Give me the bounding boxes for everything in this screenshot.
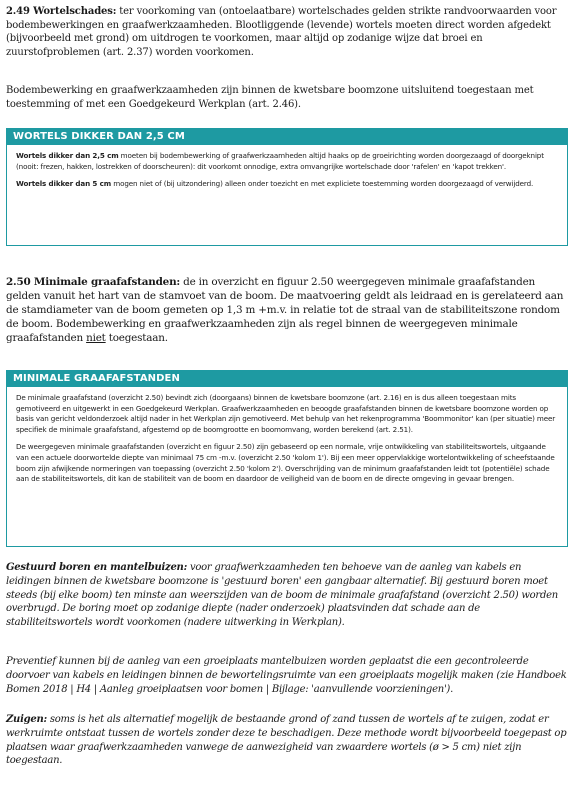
article-2-49 (6, 5, 568, 59)
mantelbuizen-paragraph: Preventief kunnen bij de aanleg van een groeiplaats mantelbuizen worden geplaatst die een gecontroleerde doorvoer van kabels en leidingen binnen de bewortelingsruimte van een groeiplaats mogelijk maken (zie Handboek Bomen 2018 | H4 | Aanleg groeiplaatsen voor bomen | Bijlage: 'aanvullende voorzieningen'). (6, 656, 567, 695)
box-title-wortels: WORTELS DIKKER DAN 2,5 CM (6, 128, 568, 145)
article-2-49-label: 2.49 Wortelschades: (6, 6, 117, 17)
box-wortels-paragraph-1: Wortels dikker dan 2,5 cm moeten bij bodembewerking of graafwerkzaamheden altijd haaks op de groeirichting worden doorgezaagd of doorgeknipt (nooit: frezen, hakken, lostrekken of doorscheuren): dit voorkomt onnodige, extra omvangrijke wortelschade door 'rafelen' en 'kapot trekken'. (16, 151, 544, 171)
box-graafafstanden-paragraph-1: De minimale graafafstand (overzicht 2.50) bevindt zich (doorgaans) binnen de kwetsbare boomzone (art. 2.16) en is dus alleen toegestaan mits gemotiveerd en uitgewerkt in een Goedgekeurd Werkplan. Graafwerkzaamheden en beoogde graafafstanden binnen de kwetsbare boomzone worden op basis van gericht veldonderzoek altijd nader in het Werkplan zijn gemotiveerd. Met behulp van het rekenprogramma 'Boommonitor' kan (per situatie) meer specifiek de minimale graafafstand, afgestemd op de boomgrootte en boomomvang, worden berekend (art. 2.51). (16, 393, 556, 434)
article-2-50: 2.50 Minimale graafafstanden: de in overzicht en figuur 2.50 weergegeven minimale graafafstanden gelden vanuit het hart van de stamvoet van de boom. De maatvoering geldt als leidraad en is gerelateerd aan de stamdiameter van de boom gemeten op 1,3 m +m.v. in relatie tot de straal van de stabiliteitszone rondom de boom. Bodembewerking en graafwerkzaamheden zijn als regel binnen de weergegeven minimale graafafstanden niet toegestaan. (6, 276, 564, 344)
gestuurd-boren-paragraph: Gestuurd boren en mantelbuizen: voor graafwerkzaamheden ten behoeve van de aanleg van kabels en leidingen binnen de kwetsbare boomzone is 'gestuurd boren' een gangbaar alternatief. Bij gestuurd boren moet steeds (bij elke boom) ten minste aan weerszijden van de boom de minimale graafafstand (overzicht 2.50) worden overbrugd. De boring moet op zodanige diepte (nader onderzoek) plaatsvinden dat schade aan de stabiliteitswortels wordt voorkomen (nadere uitwerking in Werkplan). (6, 562, 558, 629)
box-wortels-paragraph-2: Wortels dikker dan 5 cm mogen niet of (bij uitzondering) alleen onder toezicht en met expliciete toestemming worden doorgezaagd of verwijderd. (16, 179, 534, 189)
box-graafafstanden (6, 387, 568, 547)
article-2-49-permission: Bodembewerking en graafwerkzaamheden zijn binnen de kwetsbare boomzone uitsluitend toegestaan met toestemming of met een Goedgekeurd Werkplan (art. 2.46). (6, 85, 534, 110)
box-graafafstanden-paragraph-2: De weergegeven minimale graafafstanden (overzicht en figuur 2.50) zijn gebaseerd op een normale, vrije ontwikkeling van stabiliteitswortels, uitgaande van een actuele doorwortelde diepte van minimaal 75 cm -m.v. (overzicht 2.50 'kolom 1'). Bij een meer oppervlakkige wortelontwikkeling of scheefstaande boom zijn afwijkende normeringen van toepassing (overzicht 2.50 'kolom 2'). Overschrijding van de minimum graafafstanden leidt tot (potentiële) schade aan de stabiliteitswortels, dit kan de stabiliteit van de boom en daardoor de veiligheid van de boom en de directe omgeving in gevaar brengen. (16, 442, 555, 484)
box-title-graafafstanden: MINIMALE GRAAFAFSTANDEN (6, 370, 568, 387)
article-2-50-label: 2.50 Minimale graafafstanden: (6, 276, 181, 288)
zuigen-paragraph: Zuigen: soms is het als alternatief mogelijk de bestaande grond of zand tussen de wortels af te zuigen, zodat er werkruimte ontstaat tussen de wortels zonder deze te beschadigen. Deze methode wordt bijvoorbeeld toegepast op plaatsen waar graafwerkzaamheden vanwege de aanwezigheid van zwaardere wortels (ø > 5 cm) niet zijn toegestaan. (6, 714, 567, 767)
article-2-49-text: ter voorkoming van (ontoelaatbare) wortelschades gelden strikte randvoorwaarden voor bodembewerkingen en graafwerkzaamheden. Blootliggende (levende) wortels moeten direct worden afgedekt (bijvoorbeeld met grond) om uitdrogen te voorkomen, maar altijd op zodanige wijze dat broei en zuurstofproblemen (art. 2.37) worden voorkomen. (6, 6, 557, 58)
box-wortels (6, 145, 568, 246)
underlined-niet: niet (86, 332, 106, 344)
